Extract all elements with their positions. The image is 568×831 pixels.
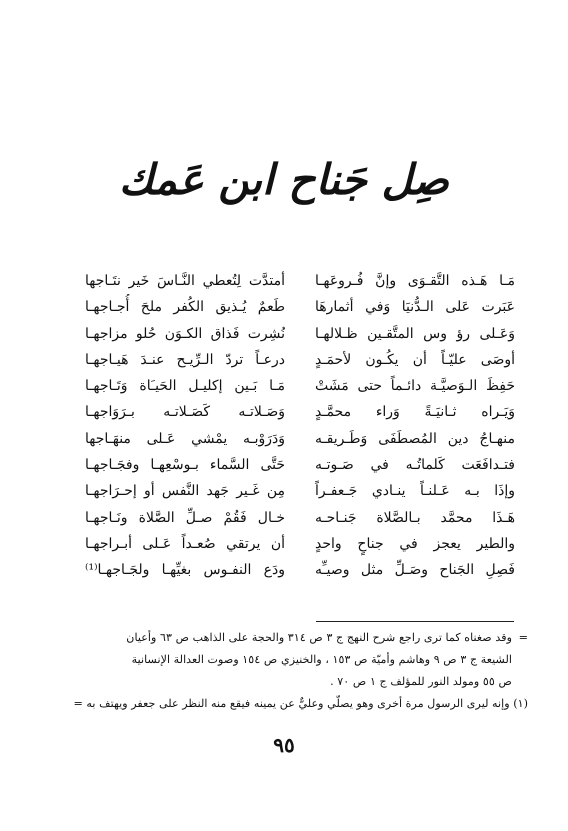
verse [85, 321, 515, 347]
verse-right-hemistich: هَـذَا محمَّد بـالصَّلاة جَنـاحـه [315, 509, 515, 526]
verse-right-hemistich: عَبَرت عَلى الـدُّنيَا وَفي أثمارهَا [315, 299, 515, 316]
verse-left-hemistich: أن يرتقي صُعـداً عَـلى أبـراجهـا [85, 535, 285, 552]
verse-left-hemistich: خـال فَقُمْ صـلِّ الصَّلاة ونَـاجهـا [85, 509, 285, 526]
verse [85, 426, 515, 452]
footnote-1: (١) وإنه ليرى الرسول مرة أخرى وهو يصلّي وعليٌّ عن يمينه فيقع منه النظر على جعفر ويهتف به = [73, 697, 528, 710]
footnotes [50, 627, 528, 715]
footnote-continuation-line: ص ٥٥ ومولد النور للمؤلف ج ١ ص ٧٠ . [330, 675, 512, 688]
verse [85, 452, 515, 478]
verse-right-hemistich: وإذَا بـه عَـلنـاً ينـادي جَـعفـراً [315, 483, 515, 500]
verse-left-hemistich: وَصَـلاتـه كَصَـلاتـه بـرَوَاجهـا [85, 404, 285, 421]
verse-right-hemistich: فَصِلِ الجَناح وصَـلِّ مثل وصيـِّه [315, 562, 515, 579]
verse-left-hemistich: ودَع النفـوس بغيِّهـا ولجَـاجهـا⁽¹⁾ [85, 562, 285, 579]
verse-left-hemistich: وَدَرَوْبـه يمْشي عَـلى منهَـاجها [85, 430, 285, 447]
verse-left-hemistich: أمتدَّت لِتُعطي النَّـاسَ خَير نتَـاجها [85, 273, 285, 289]
verse-right-hemistich: منهـاجُ دين المُصطَفَى وَطَـريقـه [315, 430, 515, 447]
verse [85, 557, 515, 583]
verse-left-hemistich: طَعمٌ يُـذيق الكُفر ملحَ أُجـاجهـا [85, 299, 285, 316]
verse [85, 531, 515, 557]
verse-left-hemistich: مَـا بَـين إكليـل الحَيـَاة وَتَـاجهـا [85, 378, 285, 395]
footnote-continuation-line: الشيعة ج ٣ ص ٩ وهاشم وأميّة ص ١٥٣ ، والخنيزي ص ١٥٤ وصوت العدالة الإنسانية [131, 653, 512, 666]
footnote-continuation-line [50, 627, 528, 649]
verse [85, 268, 515, 294]
verse-left-hemistich: درعـاً تردّ الـرِّيـح عنـدَ هَيـاجهـا [85, 351, 285, 368]
poem-body [85, 268, 515, 584]
verse-left-hemistich: مِن غَـير جَهد النَّفس أو إحـرَاجهـا [85, 483, 285, 500]
verse-right-hemistich: أوصَى عليّـاً أن يكُـون لأحمَـدٍ [315, 351, 515, 368]
footnote-text: وقد صغناه كما ترى راجع شرح النهج ج ٣ ص ٣١٤ والحجة على الذاهب ص ٦٣ وأعيان [126, 631, 512, 644]
verse [85, 347, 515, 373]
poem-title: صِل جَناح ابن عَمك [119, 155, 449, 204]
page-number: ٩٥ [273, 733, 295, 757]
verse [85, 294, 515, 320]
verse [85, 399, 515, 425]
verse [85, 478, 515, 504]
verse-left-hemistich: حَتَّى السَّماء بـوسْعِهـا وفجَـاجهـا [85, 457, 285, 474]
verse [85, 505, 515, 531]
verse [85, 373, 515, 399]
verse-right-hemistich: فتـدافَعَت كَلماتُـه في صَـوتـه [315, 457, 515, 474]
continuation-marker: = [518, 631, 528, 644]
verse-right-hemistich: والطير يعجز في جناحٍ واحدٍ [315, 535, 515, 552]
verse-right-hemistich: وَيَـراه ثـانيَـةً وَراء محمَّـدٍ [315, 404, 515, 421]
verse-left-hemistich: نُشِرت فَذاق الكـوَن حُلو مزاجهـا [85, 325, 285, 342]
footnote-divider [316, 621, 514, 622]
verse-right-hemistich: وَعَـلى رؤ وس المتَّقـين ظـلالهـا [315, 325, 515, 342]
verse-right-hemistich: مَـا هَـذه التَّقـوَى وإنَّ فُـروعَهـا [315, 273, 515, 289]
verse-right-hemistich: حَفِظَ الـوَصيَّـة دائـماً حتى مَشَتْ [315, 378, 515, 395]
